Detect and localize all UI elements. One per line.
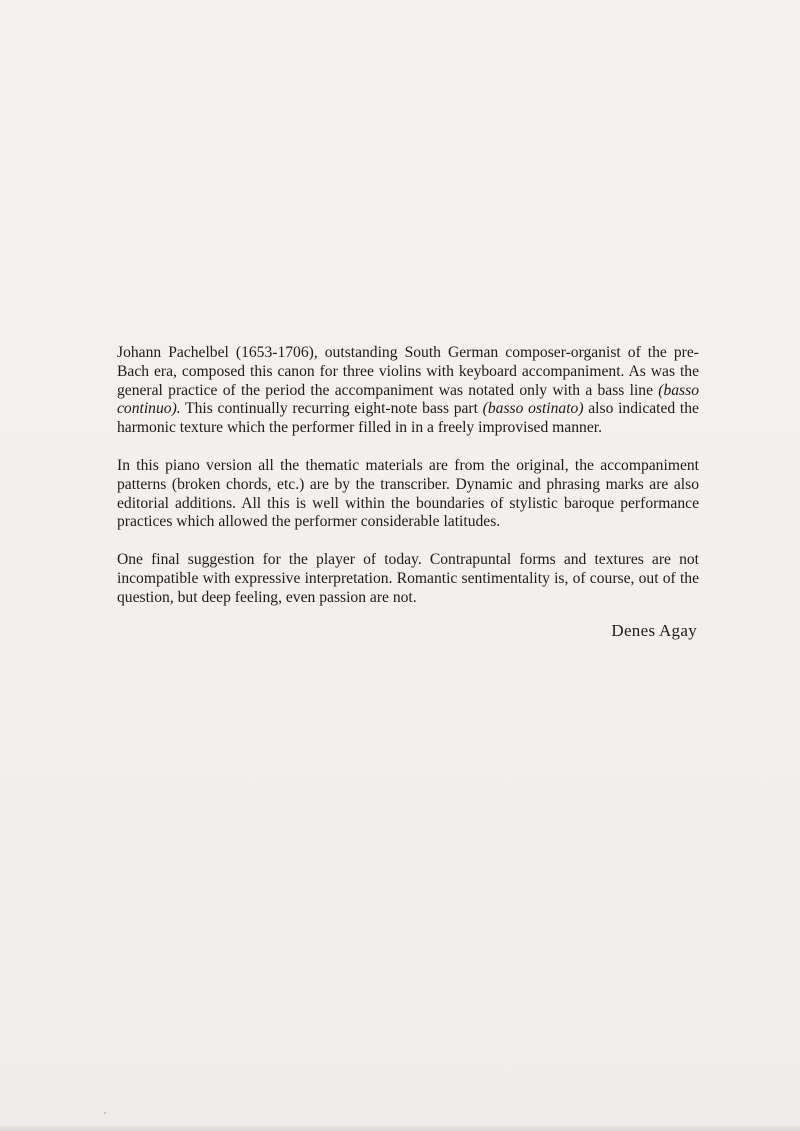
text-segment: also indicated the harmonic texture which the performer filled in in a freely improvised manner. <box>117 400 699 437</box>
paper-speck <box>104 1112 106 1114</box>
author-signature: Denes Agay <box>611 621 697 640</box>
text-segment: One final suggestion for the player of today. Contrapuntal forms and textures are not incompatible with expressive interpretation. Romantic sentimentality is, of course, out of the question, but deep feeling, even passion are not. <box>117 551 699 606</box>
paragraph-suggestion <box>117 551 699 607</box>
italic-term-basso-continuo: (basso continuo). <box>117 381 699 418</box>
text-segment: In this piano version all the thematic materials are from the original, the accompaniment patterns (broken chords, etc.) are by the transcriber. Dynamic and phrasing marks are also editorial additions. All this is well within the boundaries of stylistic baroque performance practices which allowed the performer considerable latitudes. <box>117 456 699 531</box>
text-segment: Johann Pachelbel (1653-1706), outstanding South German composer-organist of the pre-Bach era, composed this canon for three violins with keyboard accompaniment. As was the general practice of the period the accompaniment was notated only with a bass line <box>117 344 699 399</box>
italic-term-basso-ostinato: (basso ostinato) <box>482 400 584 418</box>
preface-text <box>117 344 699 608</box>
paragraph-history <box>117 344 699 438</box>
paragraph-piano-version <box>117 457 699 532</box>
page-bottom-edge <box>0 1126 800 1131</box>
text-segment: This continually recurring eight-note bass part <box>180 400 483 418</box>
